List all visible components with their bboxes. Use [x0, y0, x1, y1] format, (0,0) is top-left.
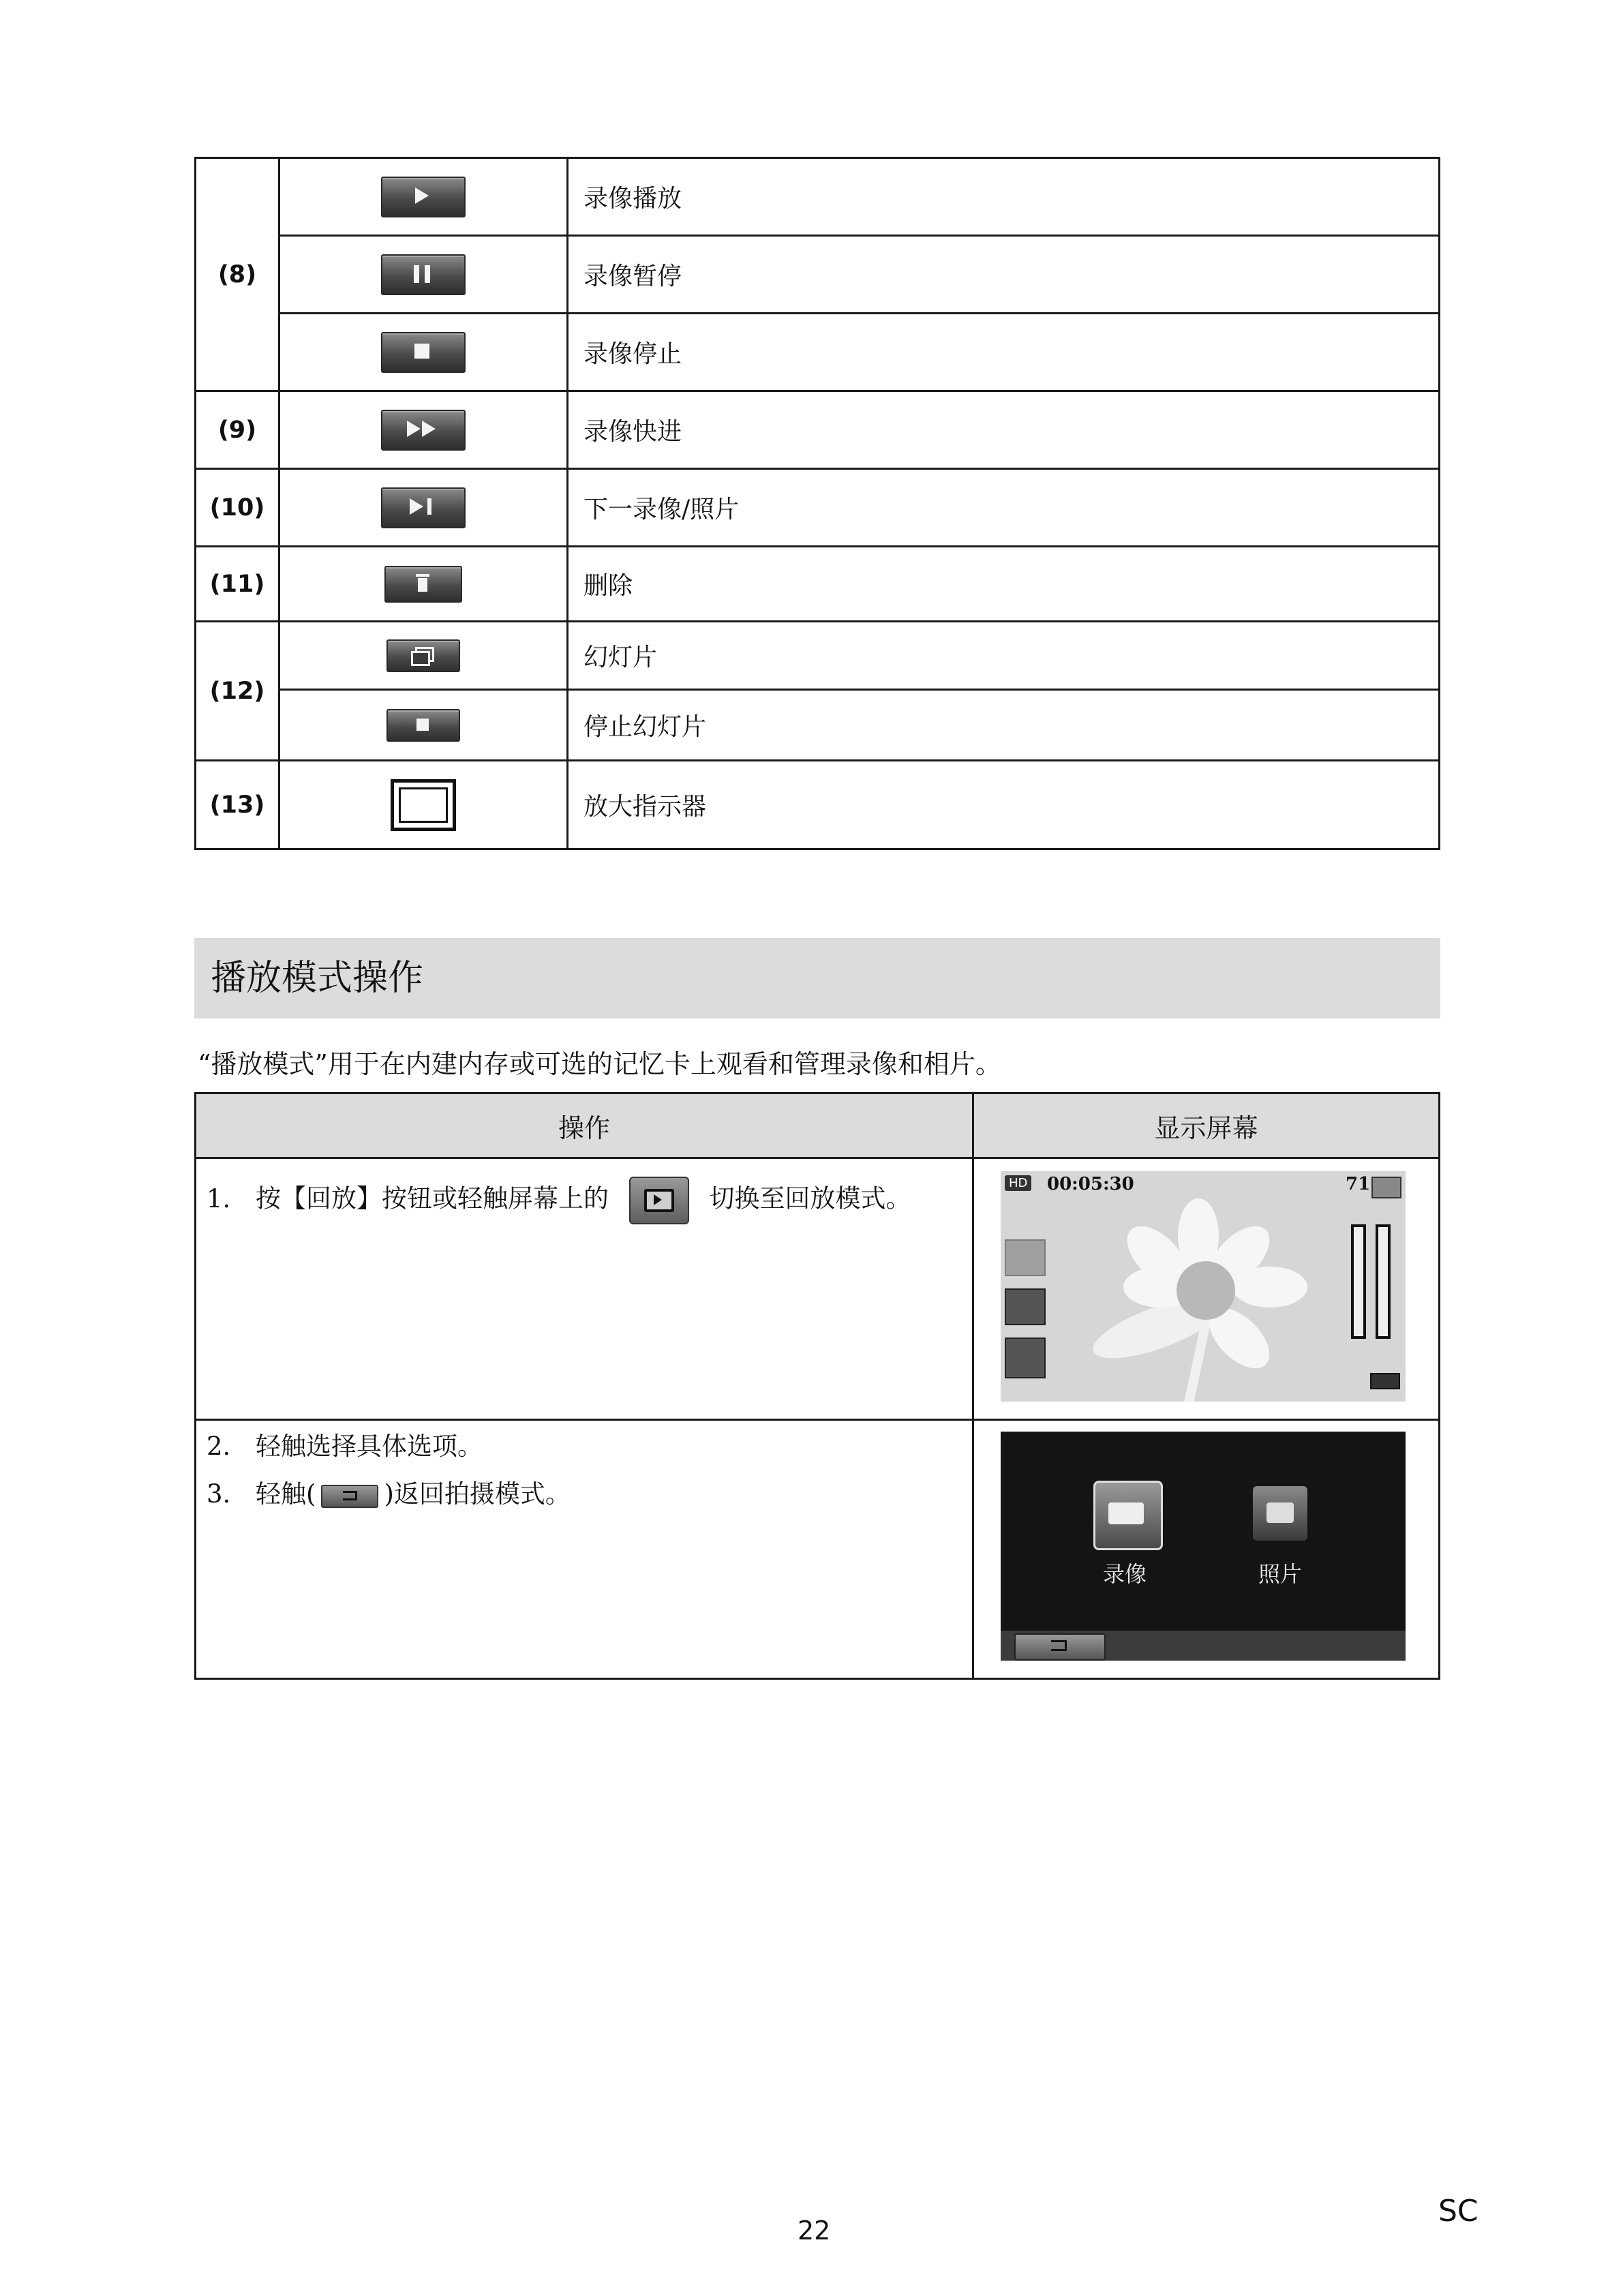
stop-icon — [386, 709, 460, 742]
return-icon — [321, 1485, 378, 1508]
step-text: 轻触选择具体选项。 — [256, 1432, 483, 1461]
icon-description: 录像暂停 — [568, 236, 1440, 314]
slideshow-icon — [386, 639, 460, 672]
steps-2-3-cell — [196, 1420, 973, 1679]
step-number: 1. — [207, 1183, 231, 1213]
icon-description: 幻灯片 — [568, 622, 1440, 690]
return-icon — [1051, 1640, 1067, 1651]
play-icon — [381, 177, 466, 217]
step-2 — [197, 1430, 971, 1463]
language-code: SC — [1438, 2194, 1478, 2229]
playback-mode-button[interactable] — [1005, 1239, 1046, 1276]
page-number: 22 — [798, 2216, 831, 2246]
sunflower-image — [1117, 1198, 1321, 1402]
row-number: (11) — [196, 547, 279, 622]
step-3 — [197, 1478, 971, 1511]
step-1-cell — [196, 1158, 973, 1420]
next-icon — [381, 487, 466, 528]
icon-description: 删除 — [568, 547, 1440, 622]
photo-label: 照片 — [1258, 1561, 1303, 1587]
icon-description: 录像播放 — [568, 158, 1440, 236]
settings-button[interactable] — [1005, 1338, 1046, 1378]
header-screen: 显示屏幕 — [973, 1093, 1440, 1158]
pause-icon — [381, 254, 466, 295]
step-text: 切换至回放模式。 — [709, 1183, 911, 1213]
fast-forward-icon — [381, 410, 466, 451]
section-intro: “播放模式”用于在内建内存或可选的记忆卡上观看和管理录像和相片。 — [198, 1049, 1001, 1079]
zoom-slider[interactable] — [1376, 1224, 1391, 1339]
video-camera-icon — [1108, 1502, 1144, 1524]
step-1 — [197, 1177, 971, 1224]
row-number: (8) — [196, 158, 279, 391]
camera-icon — [1266, 1502, 1294, 1523]
icon-description: 放大指示器 — [568, 761, 1440, 849]
hd-badge: HD — [1005, 1175, 1031, 1191]
playback-screen — [1001, 1171, 1406, 1402]
row-number: (13) — [196, 761, 279, 849]
header-operation: 操作 — [196, 1093, 973, 1158]
battery-icon — [1370, 1373, 1400, 1389]
menu-button[interactable] — [1005, 1288, 1046, 1325]
icon-description: 下一录像/照片 — [568, 469, 1440, 547]
step-text: )返回拍摄模式。 — [384, 1479, 571, 1509]
row-number: (12) — [196, 622, 279, 761]
recording-time: 00:05:30 — [1047, 1174, 1134, 1194]
zoom-indicator-icon — [391, 779, 456, 831]
mode-select-screen — [1001, 1432, 1406, 1661]
icon-description: 录像快进 — [568, 391, 1440, 469]
playback-mode-icon — [629, 1177, 689, 1224]
icon-description: 录像停止 — [568, 314, 1440, 391]
row-number: (10) — [196, 469, 279, 547]
icon-legend-table — [194, 157, 1440, 850]
row-number: (9) — [196, 391, 279, 469]
volume-slider[interactable] — [1351, 1224, 1366, 1339]
file-count: 71 — [1346, 1174, 1371, 1194]
video-label: 录像 — [1103, 1561, 1147, 1587]
step-number: 2. — [207, 1432, 231, 1461]
step-text: 按【回放】按钮或轻触屏幕上的 — [256, 1183, 609, 1213]
step-text: 轻触( — [256, 1479, 316, 1509]
section-title: 播放模式操作 — [194, 938, 1440, 1018]
step-number: 3. — [207, 1479, 231, 1509]
icon-description: 停止幻灯片 — [568, 690, 1440, 761]
trash-icon — [384, 566, 462, 603]
storage-icon — [1371, 1177, 1401, 1198]
stop-icon — [381, 332, 466, 373]
